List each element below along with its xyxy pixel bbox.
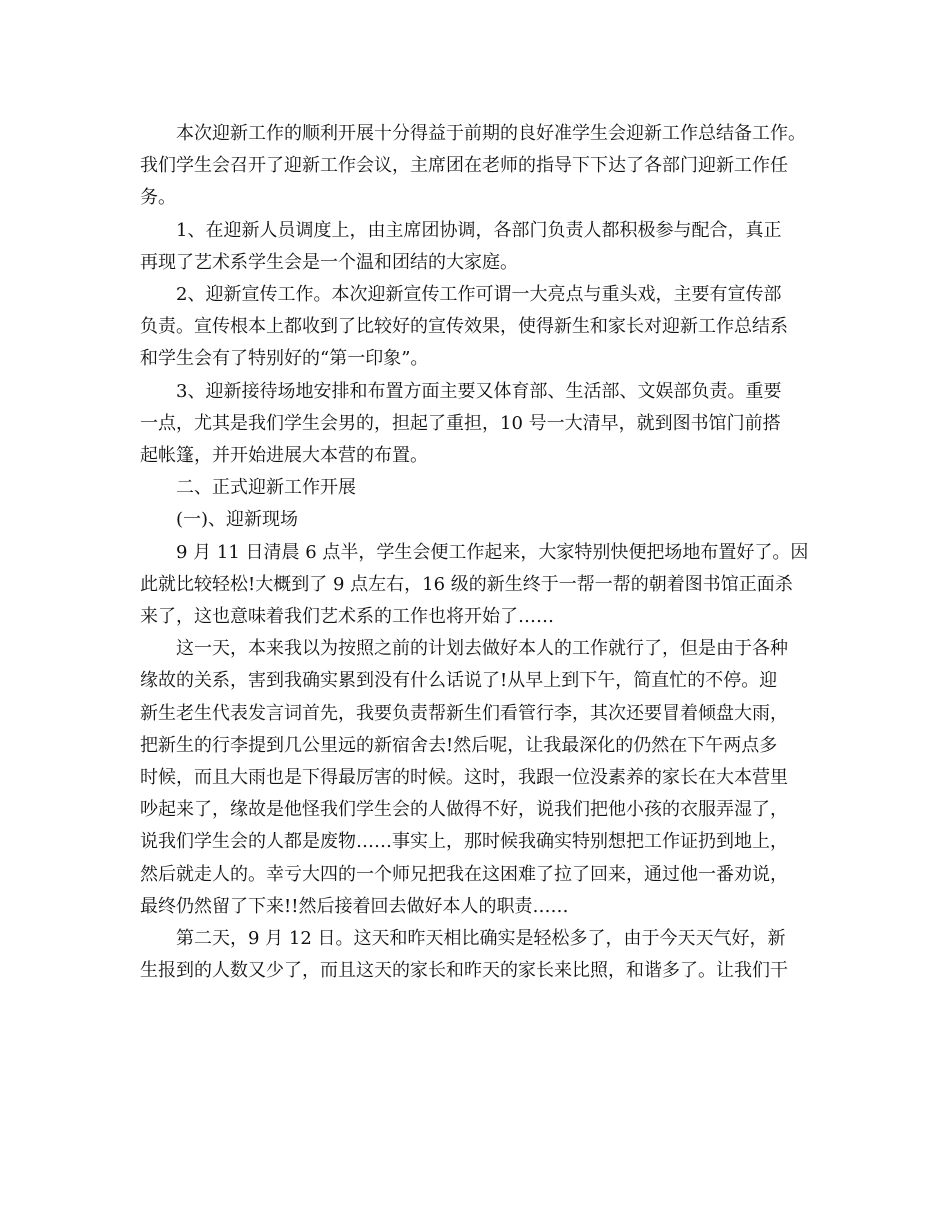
subsection-heading bbox=[140, 504, 820, 536]
text-line: 二、正式迎新工作开展 bbox=[176, 477, 356, 499]
text-line: 第二天，9 月 12 日。这天和昨天相比确实是轻松多了，由于今天天气好，新 bbox=[176, 928, 786, 950]
paragraph-5 bbox=[140, 537, 820, 634]
text-line: 生报到的人数又少了，而且这天的家长和昨天的家长来比照，和谐多了。让我们干 bbox=[140, 960, 788, 982]
text-line: 这一天，本来我以为按照之前的计划去做好本人的工作就行了，但是由于各种 bbox=[176, 638, 788, 660]
text-line: 2、迎新宣传工作。本次迎新宣传工作可谓一大亮点与重头戏，主要有宣传部 bbox=[176, 284, 782, 306]
text-line: 9 月 11 日清晨 6 点半，学生会便工作起来，大家特别快便把场地布置好了。因 bbox=[176, 541, 809, 563]
section-heading bbox=[140, 472, 820, 504]
text-line: 时候，而且大雨也是下得最厉害的时候。这时，我跟一位没素养的家长在大本营里 bbox=[140, 767, 788, 789]
text-line: 和学生会有了特别好的“第一印象”。 bbox=[140, 348, 429, 370]
paragraph-6 bbox=[140, 633, 820, 923]
text-line: 再现了艺术系学生会是一个温和团结的大家庭。 bbox=[140, 251, 518, 273]
text-line: 起帐篷，并开始进展大本营的布置。 bbox=[140, 445, 428, 467]
text-line: 负责。宣传根本上都收到了比较好的宣传效果，使得新生和家长对迎新工作总结系 bbox=[140, 316, 788, 338]
text-line: 3、迎新接待场地安排和布置方面主要又体育部、生活部、文娱部负责。重要 bbox=[176, 380, 782, 402]
text-line: 来了，这也意味着我们艺术系的工作也将开始了…… bbox=[140, 606, 554, 628]
text-line: 1、在迎新人员调度上，由主席团协调，各部门负责人都积极参与配合，真正 bbox=[176, 219, 782, 241]
document-body bbox=[140, 118, 820, 987]
text-line: 说我们学生会的人都是废物……事实上，那时候我确实特别想把工作证扔到地上， bbox=[140, 831, 788, 853]
text-line: 把新生的行李提到几公里远的新宿舍去!然后呢，让我最深化的仍然在下午两点多 bbox=[140, 734, 778, 756]
text-line: 此就比较轻松!大概到了 9 点左右，16 级的新生终于一帮一帮的朝着图书馆正面杀 bbox=[140, 573, 793, 595]
text-line: 本次迎新工作的顺利开展十分得益于前期的良好准学生会迎新工作总结备工作。 bbox=[176, 123, 806, 144]
text-line: (一)、迎新现场 bbox=[176, 509, 299, 531]
text-line: 一点，尤其是我们学生会男的，担起了重担，10 号一大清早，就到图书馆门前搭 bbox=[140, 412, 781, 434]
paragraph-2 bbox=[140, 215, 820, 279]
paragraph-7 bbox=[140, 923, 820, 987]
paragraph-4 bbox=[140, 376, 820, 473]
paragraph-1 bbox=[140, 118, 820, 215]
text-line: 然后就走人的。幸亏大四的一个师兄把我在这困难了拉了回来，通过他一番劝说， bbox=[140, 863, 788, 885]
text-line: 最终仍然留了下来!!然后接着回去做好本人的职责…… bbox=[140, 895, 569, 917]
paragraph-3 bbox=[140, 279, 820, 376]
text-line: 新生老生代表发言词首先，我要负责帮新生们看管行李，其次还要冒着倾盘大雨， bbox=[140, 702, 788, 724]
text-line: 我们学生会召开了迎新工作会议，主席团在老师的指导下下达了各部门迎新工作任 bbox=[140, 155, 788, 177]
text-line: 吵起来了，缘故是他怪我们学生会的人做得不好，说我们把他小孩的衣服弄湿了， bbox=[140, 799, 788, 821]
text-line: 缘故的关系，害到我确实累到没有什么话说了!从早上到下午，简直忙的不停。迎 bbox=[140, 670, 778, 692]
text-line: 务。 bbox=[140, 187, 176, 209]
